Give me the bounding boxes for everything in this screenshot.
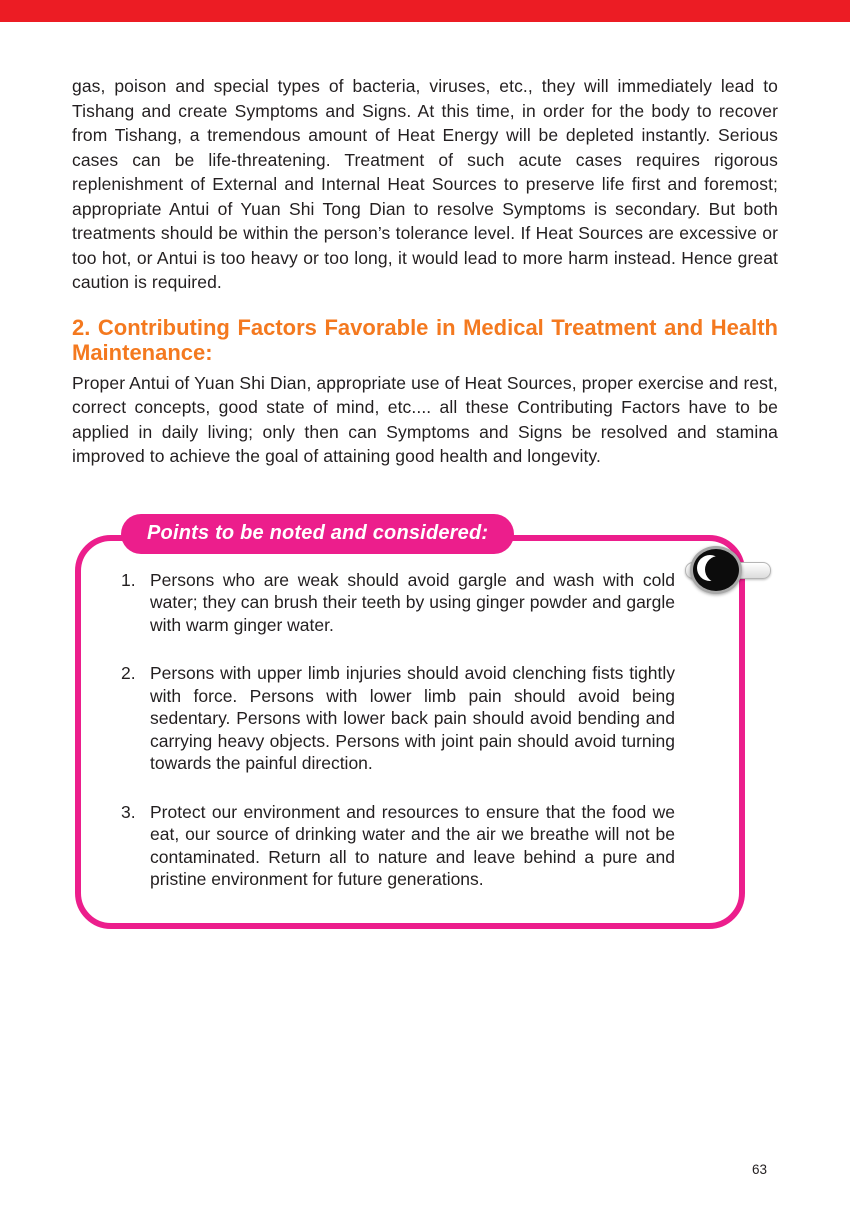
intro-paragraph: gas, poison and special types of bacteria, viruses, etc., they will immediately lead to Tishang and create Symptoms and Signs. At this time, in order for the body to recover from Tishang, a tremendous amount of Heat Energy will be depleted instantly. Serious cases can be life-threatening. Treatment of such acute cases requires rigorous replenishment of External and Internal Heat Sources to preserve life first and foremost; appropriate Antui of Yuan Shi Tong Dian to resolve Symptoms is secondary. But both treatments should be within the person’s tolerance level. If Heat Sources are excessive or too hot, or Antui is too heavy or too long, it would lead to more harm instead. Hence great caution is required. [72,76,778,292]
top-red-bar [0,0,850,22]
list-item-text: Protect our environment and resources to ensure that the food we eat, our source of drinking water and the air we breathe will not be contaminated. Return all to nature and leave behind a pure and pristine environment for future generations. [150,801,675,889]
page-content [72,22,778,929]
notes-list [81,541,739,891]
list-item [121,801,675,891]
notes-box [75,521,745,929]
list-item-text: Persons who are weak should avoid gargle and wash with cold water; they can brush their teeth by using ginger powder and gargle with warm ginger water. [150,569,675,635]
list-item [121,569,675,637]
notes-box-title: Points to be noted and considered: [121,514,514,554]
section-paragraph: Proper Antui of Yuan Shi Dian, appropriate use of Heat Sources, proper exercise and rest, correct concepts, good state of mind, etc.... all these Contributing Factors have to be applied in daily living; only then can Symptoms and Signs be resolved and stamina improved to achieve the goal of attaining good health and longevity. [72,372,778,466]
list-item-number: 1. [121,569,136,590]
list-item-text: Persons with upper limb injuries should avoid clenching fists tightly with force. Persons with lower limb pain should avoid being sedentary. Persons with lower back pain should avoid bending and carrying heavy objects. Persons with joint pain should avoid turning towards the painful direction. [150,663,675,773]
list-item-number: 3. [121,801,136,822]
door-handle-icon [690,546,742,594]
list-item-number: 2. [121,663,136,683]
list-item [121,662,675,775]
page-number: 63 [752,1162,768,1177]
section-heading: 2. Contributing Factors Favorable in Medical Treatment and Health Maintenance: [72,314,778,365]
